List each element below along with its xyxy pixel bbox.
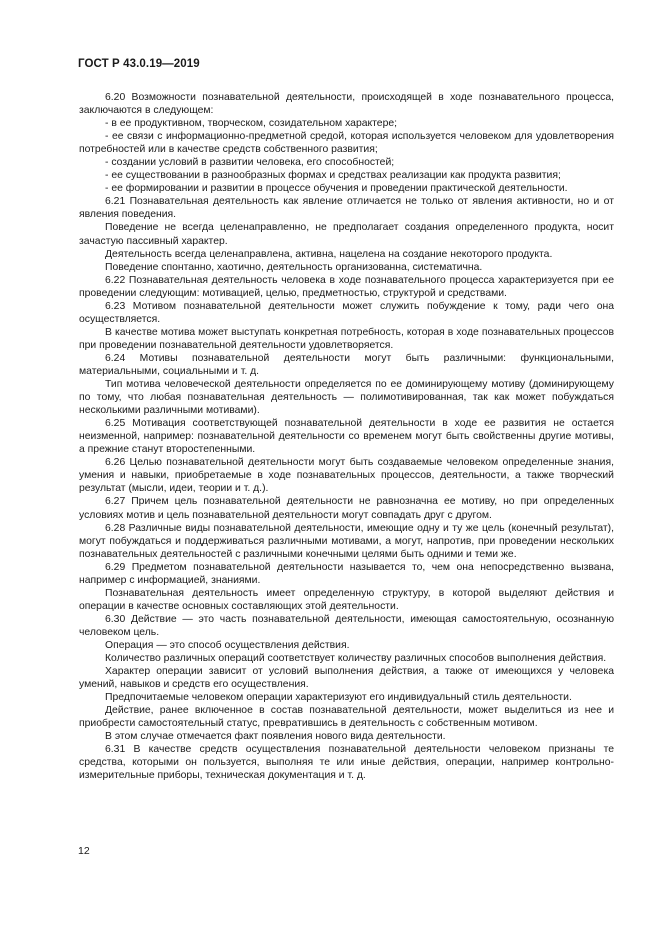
- paragraph-6-24: 6.24 Мотивы познавательной деятельности могут быть различными: функциональными, материальными, социальными и т. д.: [79, 352, 614, 377]
- list-item: - ее формировании и развитии в процессе обучения и проведении практической деятельности.: [105, 183, 568, 195]
- paragraph: Познавательная деятельность имеет определенную структуру, в которой выделяют действия и операции в качестве основных составляющих этой деятельности.: [79, 587, 614, 612]
- paragraph-6-23: 6.23 Мотивом познавательной деятельности может служить побуждение к тому, ради чего она осуществляется.: [79, 300, 614, 325]
- page-number: 12: [78, 845, 90, 857]
- paragraph: Действие, ранее включенное в состав познавательной деятельности, может выделиться из нее и приобрести самостоятельный статус, превратившись в деятельность с собственным мотивом.: [79, 705, 614, 730]
- paragraph-6-21: 6.21 Познавательная деятельность как явление отличается не только от явления активности, но и от явления поведения.: [79, 196, 614, 221]
- paragraph: В этом случае отмечается факт появления нового вида деятельности.: [105, 731, 446, 743]
- paragraph: Поведение спонтанно, хаотично, деятельность организованна, систематична.: [105, 261, 483, 273]
- paragraph-6-31: 6.31 В качестве средств осуществления познавательной деятельности человеком признаны те средства, которыми он пользуется, выполняя те или иные действия, операции, например контрольно-измерительные приборы, техническая документация и т. д.: [79, 744, 614, 782]
- paragraph: Тип мотива человеческой деятельности определяется по ее доминирующему мотиву (доминирующему по тому, что любая познавательная деятельность — полимотивированная, так как может побуждаться несколькими различными мотивами).: [79, 379, 614, 417]
- paragraph-6-30: 6.30 Действие — это часть познавательной деятельности, имеющая самостоятельную, осознанную человеком цель.: [79, 613, 614, 638]
- document-code-header: ГОСТ Р 43.0.19—2019: [78, 58, 200, 70]
- paragraph-6-26: 6.26 Целью познавательной деятельности могут быть создаваемые человеком определенные знания, умения и навыки, приобретаемые в ходе познавательных процессов, деятельности, а также творческий результат (мысли, идеи, теории и т. д.).: [79, 457, 614, 495]
- paragraph: Поведение не всегда целенаправленно, не предполагает создания определенного продукта, носит зачастую пассивный характер.: [79, 222, 614, 247]
- paragraph-6-20: 6.20 Возможности познавательной деятельности, происходящей в ходе познавательного процесса, заключаются в следующем:: [79, 92, 614, 117]
- paragraph-6-25: 6.25 Мотивация соответствующей познавательной деятельности в ходе ее развития не остается неизменной, например: познавательной деятельности со временем могут быть свойственны другие мотивы, а прежние станут второстепенными.: [79, 418, 614, 456]
- paragraph-6-29: 6.29 Предметом познавательной деятельности называется то, чем она непосредственно вызвана, например с информацией, знаниями.: [79, 561, 614, 586]
- paragraph: Деятельность всегда целенаправлена, активна, нацелена на создание некоторого продукта.: [105, 248, 553, 260]
- list-item: - создании условий в развитии человека, его способностей;: [105, 157, 395, 169]
- list-item: - в ее продуктивном, творческом, созидательном характере;: [105, 118, 398, 130]
- list-item: - ее существовании в разнообразных формах и средствах реализации как продукта развития;: [105, 170, 561, 182]
- paragraph: В качестве мотива может выступать конкретная потребность, которая в ходе познавательных процессов при проведении познавательной деятельности удовлетворяется.: [79, 326, 614, 351]
- paragraph: Предпочитаемые человеком операции характеризуют его индивидуальный стиль деятельности.: [105, 692, 572, 704]
- paragraph-6-28: 6.28 Различные виды познавательной деятельности, имеющие одну и ту же цель (конечный результат), могут побуждаться и поддерживаться различными мотивами, а могут, напротив, при проведении нескольких познавательных деятельностей с различными конечными целями быть одними и теми же.: [79, 522, 614, 560]
- paragraph-6-27: 6.27 Причем цель познавательной деятельности не равнозначна ее мотиву, но при определенных условиях мотив и цель познавательной деятельности могут совпадать друг с другом.: [79, 496, 614, 521]
- paragraph: Количество различных операций соответствует количеству различных способов выполнения действия.: [105, 653, 607, 665]
- paragraph: Операция — это способ осуществления действия.: [105, 639, 350, 651]
- list-item: - ее связи с информационно-предметной средой, которая используется человеком для удовлетворения потребностей или в качестве средств собственного развития;: [79, 131, 614, 156]
- paragraph-6-22: 6.22 Познавательная деятельность человека в ходе познавательного процесса характеризуется при ее проведении следующим: мотивацией, целью, предметностью, структурой и средствами.: [79, 274, 614, 299]
- document-body: [79, 91, 614, 782]
- paragraph: Характер операции зависит от условий выполнения действия, а также от имеющихся у человека умений, навыков и средств его осуществления.: [79, 666, 614, 691]
